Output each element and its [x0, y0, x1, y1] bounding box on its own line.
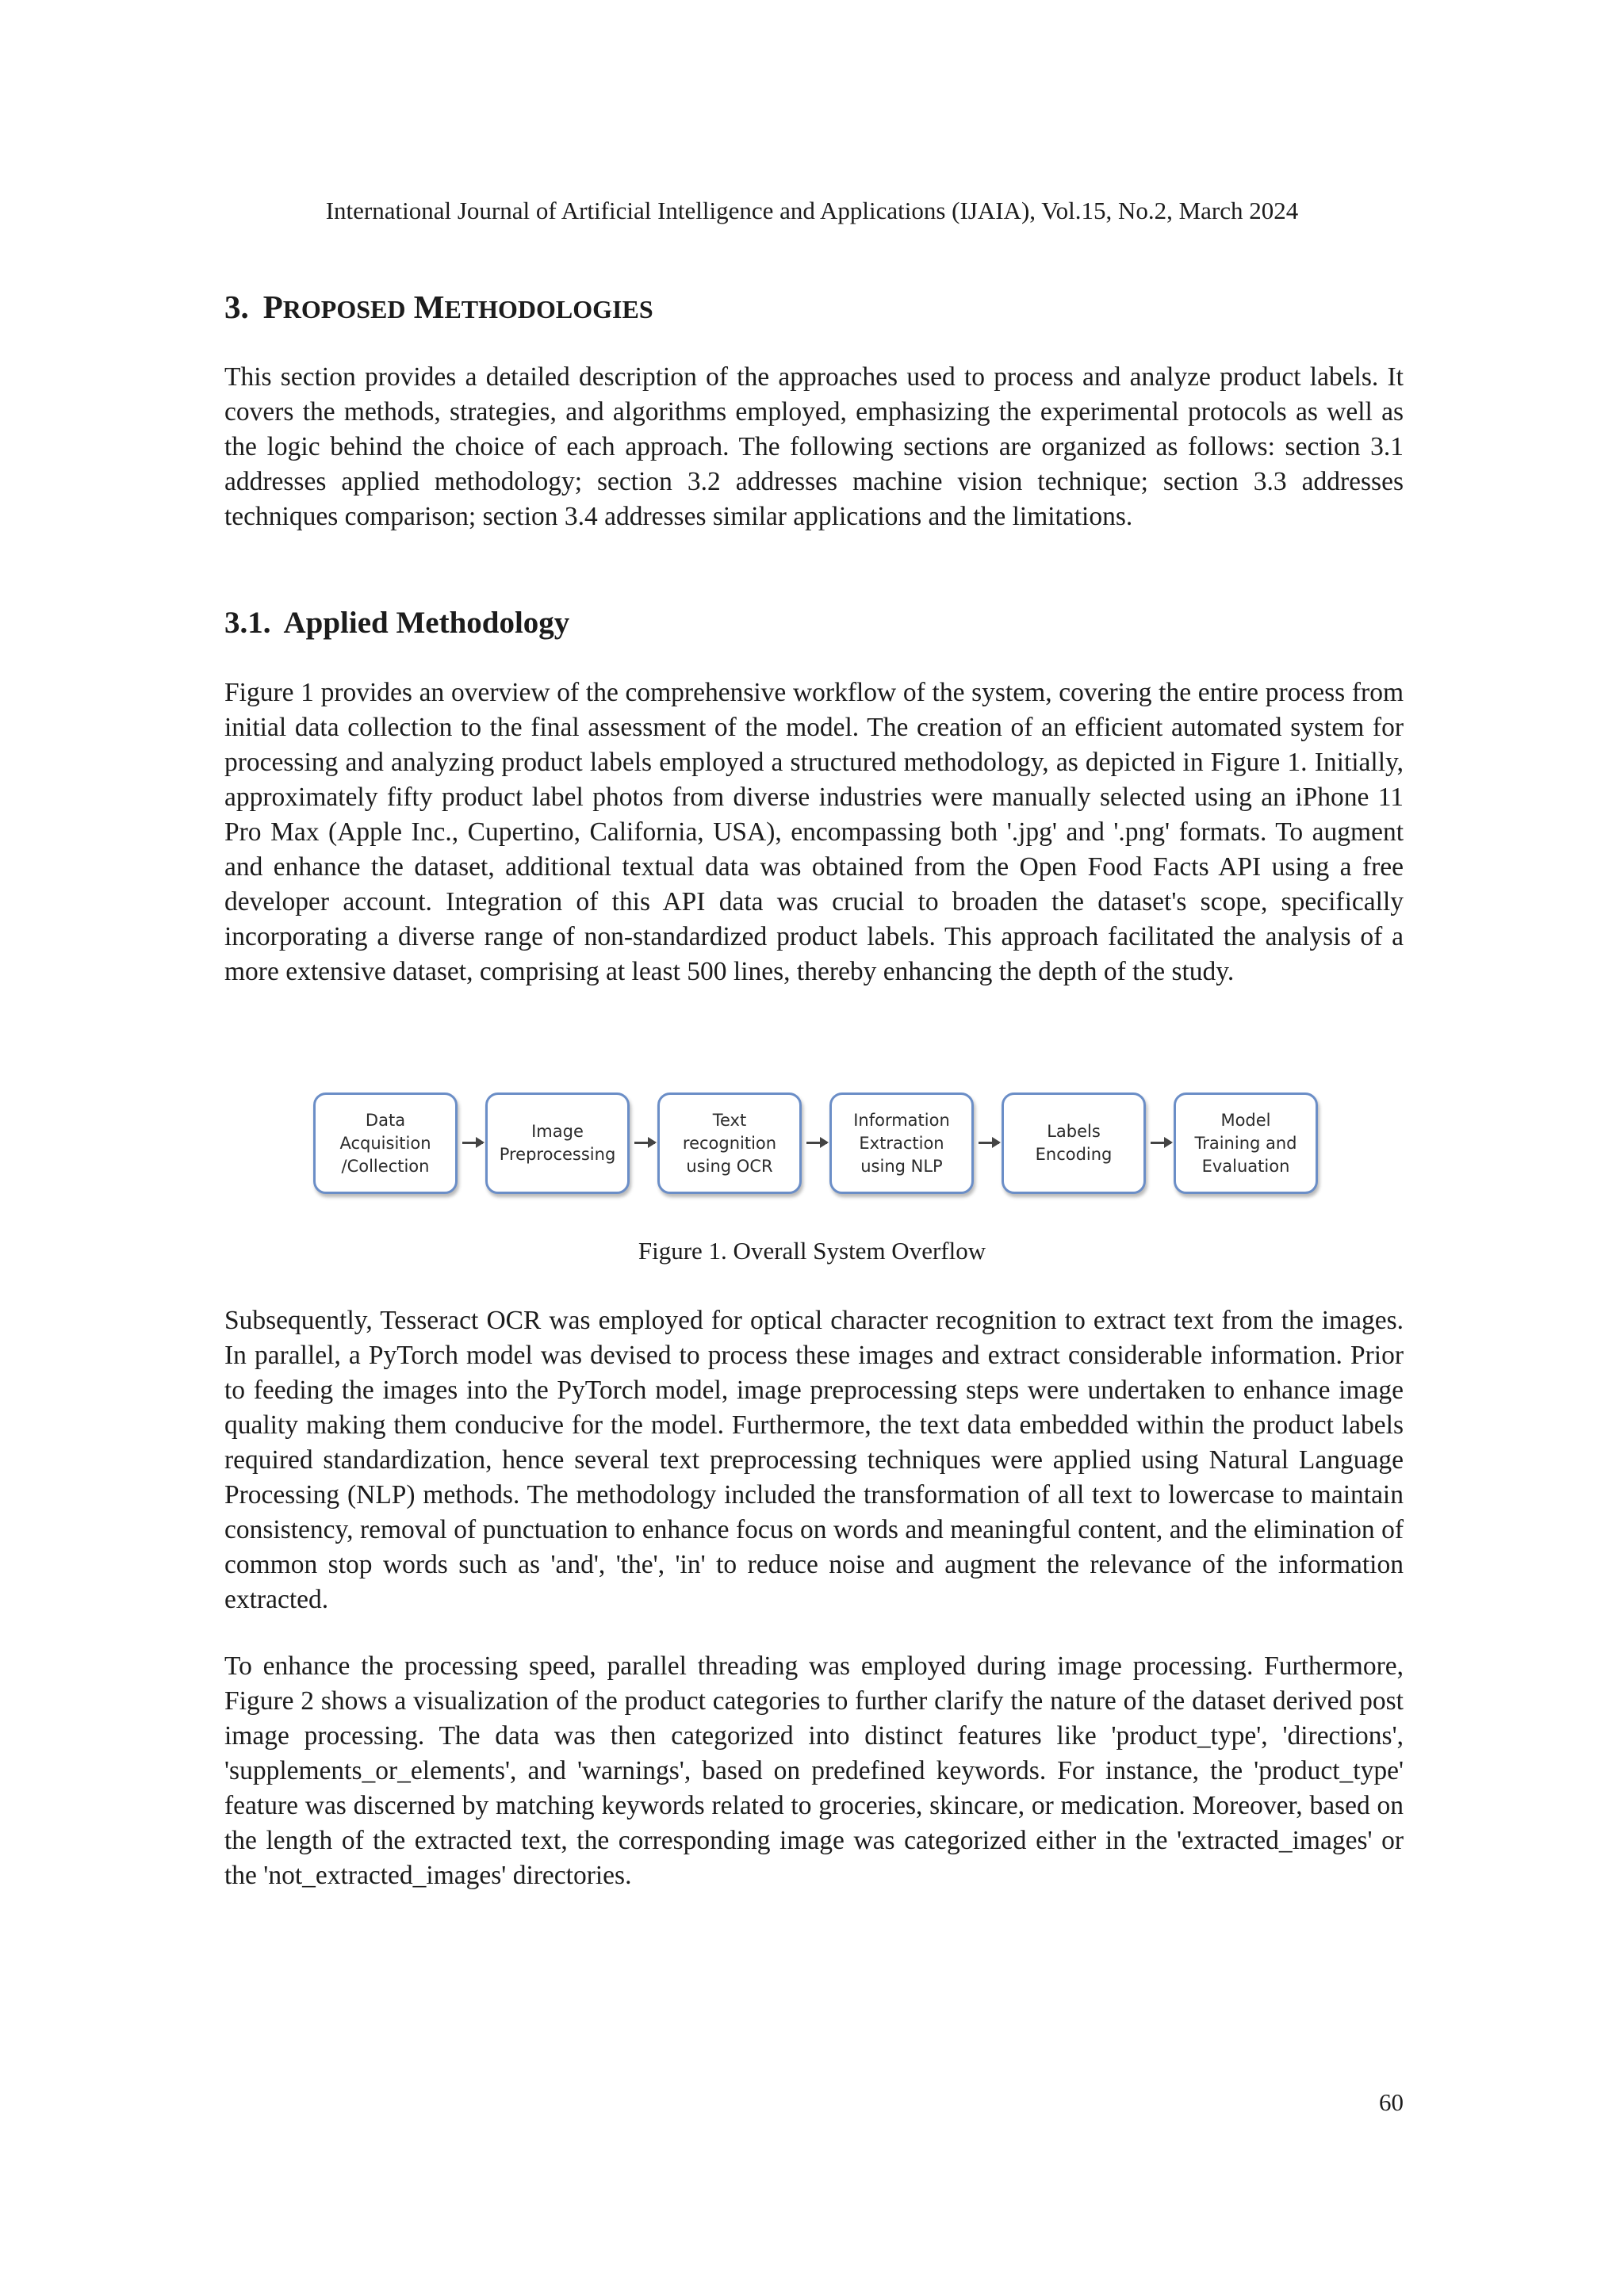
subsection-title-text: Applied Methodology [283, 606, 570, 640]
workflow-diagram [313, 1093, 1320, 1200]
paragraph-ocr: Subsequently, Tesseract OCR was employed for optical character recognition to extract text from the images. In parallel, a PyTorch model was devised to process these images and extract considerable information. Prior to feeding the images into the PyTorch model, image preprocessing steps were undertaken to enhance image quality making them conducive for the model. Furthermore, the text data embedded within the product labels required standardization, hence several text preprocessing techniques were applied using Natural Language Processing (NLP) methods. The methodology included the transformation of all text to lowercase to maintain consistency, removal of punctuation to enhance focus on words and meaningful content, and the elimination of common stop words such as 'and', 'the', 'in' to reduce noise and augment the relevance of the information extracted. [224, 1306, 1404, 1614]
step-labels-encoding: Labels Encoding [1002, 1093, 1146, 1194]
arrow-3 [806, 1142, 827, 1144]
page-number: 60 [1379, 2088, 1404, 2116]
subsection-title [224, 604, 569, 642]
figure-caption: Figure 1. Overall System Overflow [638, 1237, 986, 1265]
step-information-extraction: Information Extraction using NLP [829, 1093, 974, 1194]
section-title-word-2: METHODOLOGIES [413, 289, 653, 325]
arrow-2 [634, 1142, 655, 1144]
subsection-number: 3.1. [224, 606, 271, 640]
arrow-4 [979, 1142, 999, 1144]
paragraph-processing: To enhance the processing speed, parallel threading was employed during image processing. Furthermore, Figure 2 shows a visualization of the product categories to further clarify the nature of the dataset derived post image processing. The data was then categorized into distinct features like 'product_type', 'directions', 'supplements_or_elements', and 'warnings', based on predefined keywords. For instance, the 'product_type' feature was discerned by matching keywords related to groceries, skincare, or medication. Moreover, based on the length of the extracted text, the corresponding image was categorized either in the 'extracted_images' or the 'not_extracted_images' directories. [224, 1651, 1404, 1890]
arrow-1 [462, 1142, 483, 1144]
section-title-word-1: PROPOSED [262, 289, 406, 325]
journal-header: International Journal of Artificial Intelligence and Applications (IJAIA), Vol.15, No.2, March 2024 [325, 197, 1299, 224]
intro-paragraph: This section provides a detailed description of the approaches used to process and analyze product labels. It covers the methods, strategies, and algorithms employed, emphasizing the experimental protocols as well as the logic behind the choice of each approach. The following sections are organized as follows: section 3.1 addresses applied methodology; section 3.2 addresses machine vision technique; section 3.3 addresses techniques comparison; section 3.4 addresses similar applications and the limitations. [224, 362, 1404, 531]
arrow-5 [1151, 1142, 1171, 1144]
section-title [224, 287, 653, 329]
step-text-recognition: Text recognition using OCR [657, 1093, 802, 1194]
step-image-preprocessing: Image Preprocessing [485, 1093, 630, 1194]
section-number: 3. [224, 289, 249, 325]
paragraph-workflow: Figure 1 provides an overview of the comprehensive workflow of the system, covering the entire process from initial data collection to the final assessment of the model. The creation of an efficient automated system for processing and analyzing product labels employed a structured methodology, as depicted in Figure 1. Initially, approximately fifty product label photos from diverse industries were manually selected using an iPhone 11 Pro Max (Apple Inc., Cupertino, California, USA), encompassing both '.jpg' and '.png' formats. To augment and enhance the dataset, additional textual data was obtained from the Open Food Facts API using a free developer account. Integration of this API data was crucial to broaden the dataset's scope, specifically incorporating a diverse range of non-standardized product labels. This approach facilitated the analysis of a more extensive dataset, comprising at least 500 lines, thereby enhancing the depth of the study. [224, 678, 1404, 986]
step-data-acquisition: Data Acquisition /Collection [313, 1093, 458, 1194]
step-model-training: Model Training and Evaluation [1174, 1093, 1318, 1194]
